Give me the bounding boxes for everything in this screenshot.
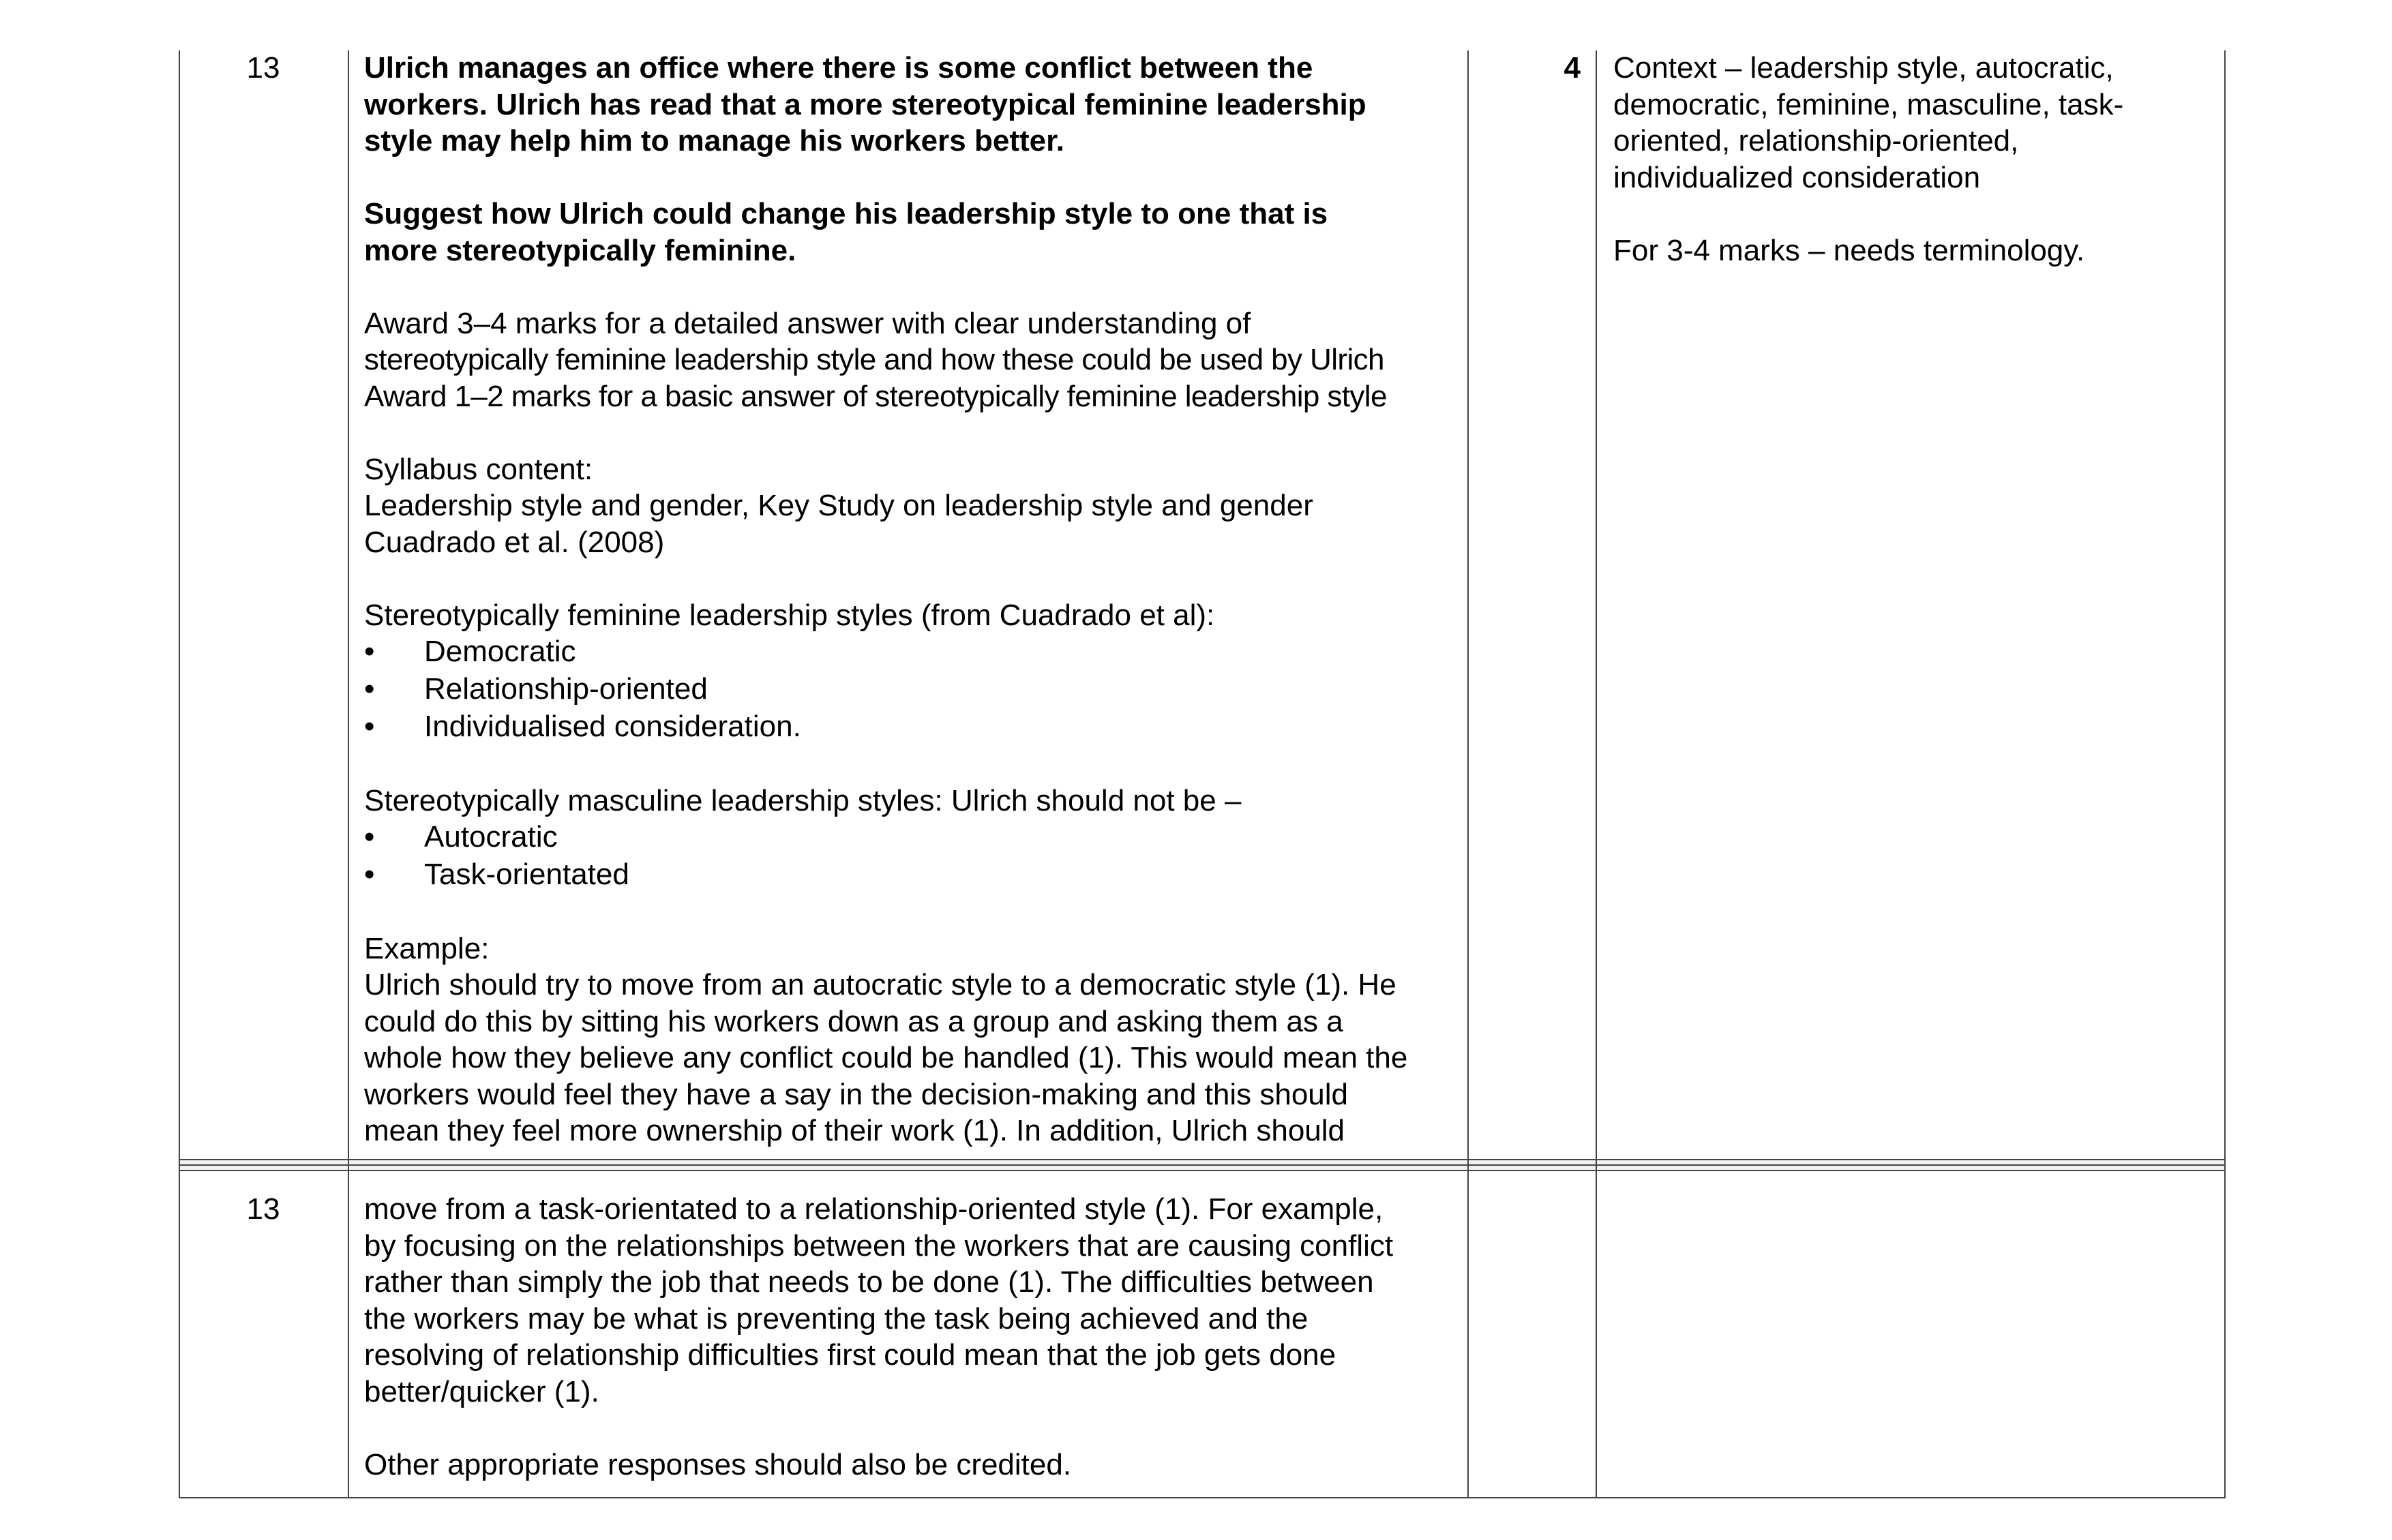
continuation-line: move from a task-orientated to a relationship-oriented style (1). For example, <box>364 1192 1384 1226</box>
list-item-text: Task-orientated <box>424 858 629 891</box>
list-item <box>364 856 1407 894</box>
guidance-line: oriented, relationship-oriented, <box>1613 124 2019 157</box>
syllabus-line: Syllabus content: <box>364 452 593 486</box>
list-item <box>364 671 1407 708</box>
bullet-icon: • <box>364 858 375 891</box>
syllabus-line: Cuadrado et al. (2008) <box>364 525 665 559</box>
column-divider-1 <box>348 50 349 1498</box>
answer-cell <box>364 50 1407 1149</box>
guidance-line: individualized consideration <box>1613 160 1981 194</box>
bullet-icon: • <box>364 820 375 854</box>
column-divider-3 <box>1596 50 1597 1498</box>
closing-line: Other appropriate responses should also be credited. <box>364 1447 1072 1481</box>
example-line: Example: <box>364 931 490 965</box>
row2-top-border <box>179 1170 2226 1171</box>
guidance-line: Context – leadership style, autocratic, <box>1613 51 2114 85</box>
column-divider-2 <box>1467 50 1469 1498</box>
example-line: Ulrich should try to move from an autocratic style to a democratic style (1). He <box>364 968 1396 1001</box>
continuation-line: better/quicker (1). <box>364 1374 599 1408</box>
guidance-note: For 3-4 marks – needs terminology. <box>1613 233 2085 267</box>
example-line: whole how they believe any conflict could be handled (1). This would mean the <box>364 1041 1408 1074</box>
list-item-text: Relationship-oriented <box>424 672 708 706</box>
feminine-styles-heading: Stereotypically feminine leadership styles (from Cuadrado et al): <box>364 598 1215 632</box>
list-item-text: Democratic <box>424 635 576 668</box>
list-item <box>364 708 1407 746</box>
award-criteria-line: Award 1–2 marks for a basic answer of stereotypically feminine leadership style <box>364 379 1387 413</box>
continuation-line: the workers may be what is preventing the task being achieved and the <box>364 1301 1309 1335</box>
question-instruction-line: more stereotypically feminine. <box>364 233 796 267</box>
bullet-icon: • <box>364 710 375 743</box>
table-border-bottom <box>179 1497 2226 1498</box>
question-text-line: Ulrich manages an office where there is some conflict between the <box>364 51 1313 85</box>
masculine-styles-heading: Stereotypically masculine leadership styles: Ulrich should not be – <box>364 783 1242 817</box>
list-item-text: Autocratic <box>424 820 558 854</box>
guidance-cell <box>1613 50 2123 269</box>
question-text-line: style may help him to manage his workers better. <box>364 124 1065 157</box>
marks-value: 4 <box>1564 51 1581 85</box>
table-border-right <box>2224 50 2226 1498</box>
answer-continuation-cell <box>364 1191 1393 1483</box>
question-number: 13 <box>246 51 280 85</box>
bullet-icon: • <box>364 635 375 668</box>
award-criteria-line: Award 3–4 marks for a detailed answer with clear understanding of <box>364 306 1251 340</box>
list-item-text: Individualised consideration. <box>424 710 801 743</box>
list-item <box>364 819 1407 856</box>
table-border-left <box>179 50 180 1498</box>
question-number: 13 <box>246 1192 280 1226</box>
example-line: could do this by sitting his workers down as a group and asking them as a <box>364 1004 1343 1038</box>
list-item <box>364 633 1407 671</box>
continuation-line: rather than simply the job that needs to be done (1). The difficulties between <box>364 1265 1374 1299</box>
row1-bottom-border <box>179 1159 2226 1160</box>
row-separator-mid <box>179 1164 2226 1166</box>
example-line: mean they feel more ownership of their work (1). In addition, Ulrich should <box>364 1114 1345 1147</box>
example-line: workers would feel they have a say in the decision-making and this should <box>364 1077 1349 1111</box>
syllabus-line: Leadership style and gender, Key Study on leadership style and gender <box>364 489 1313 522</box>
guidance-line: democratic, feminine, masculine, task- <box>1613 87 2124 121</box>
award-criteria-line: stereotypically feminine leadership style and how these could be used by Ulrich <box>364 343 1384 376</box>
continuation-line: resolving of relationship difficulties first could mean that the job gets done <box>364 1338 1336 1372</box>
question-text-line: workers. Ulrich has read that a more stereotypical feminine leadership <box>364 87 1366 121</box>
question-instruction-line: Suggest how Ulrich could change his leadership style to one that is <box>364 197 1328 230</box>
bullet-icon: • <box>364 672 375 706</box>
continuation-line: by focusing on the relationships between the workers that are causing conflict <box>364 1228 1394 1263</box>
